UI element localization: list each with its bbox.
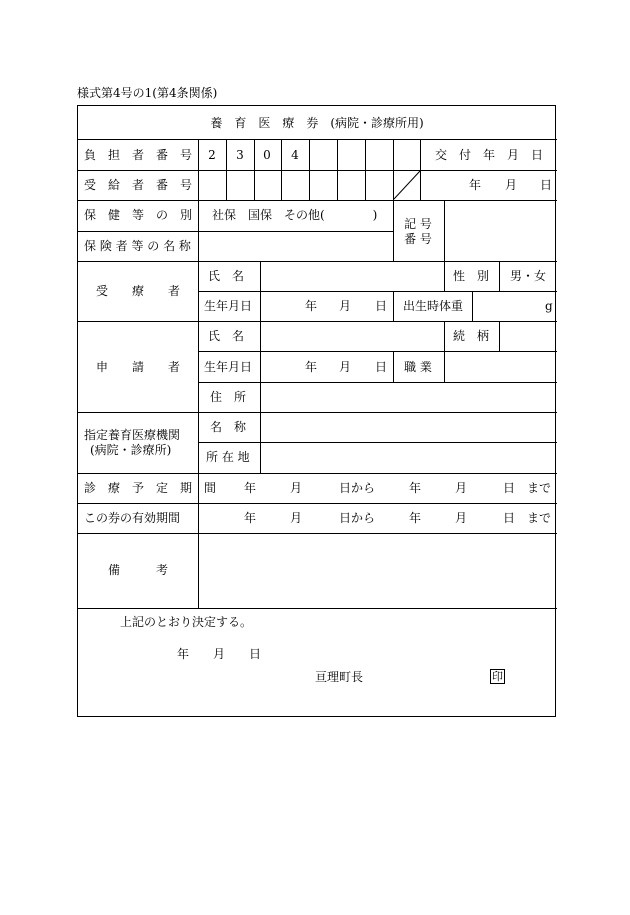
digit-cell-divider [337, 139, 338, 200]
digit-cell-divider [254, 139, 255, 200]
row-divider [198, 351, 557, 352]
period-unit: 年 [408, 511, 422, 525]
date-unit-year: 年 [304, 360, 318, 374]
row-divider [198, 382, 557, 383]
row-divider [78, 170, 557, 171]
insurance-type-value: 社保 国保 その他( ) [212, 208, 378, 222]
row-divider [198, 442, 557, 443]
digit-cell-divider [226, 139, 227, 200]
institution-label: 指定養育医療機関 [84, 428, 181, 442]
period-unit: 年 [408, 481, 422, 495]
column-divider [260, 261, 261, 321]
period-unit: 日 まで [502, 481, 552, 495]
period-unit: 年 [243, 481, 257, 495]
gender-label: 性 別 [452, 269, 490, 283]
column-divider [393, 200, 394, 261]
column-divider [444, 261, 445, 291]
recipient-number-label: 受 給 者 番 号 [84, 178, 193, 192]
issue-date-label: 交 付 年 月 日 [435, 148, 544, 162]
address-label: 住 所 [210, 390, 247, 404]
row-divider [78, 412, 557, 413]
medical-voucher-form [77, 105, 556, 717]
decision-text: 上記のとおり決定する。 [120, 615, 253, 629]
applicant-name-label: 氏 名 [208, 329, 245, 343]
column-divider [472, 291, 473, 321]
mayor-title: 亘理町長 [315, 670, 364, 684]
date-unit-year: 年 [468, 178, 482, 192]
date-unit-year: 年 [304, 299, 318, 313]
row-divider [198, 291, 557, 292]
column-divider [198, 139, 199, 608]
birth-weight-label: 出生時体重 [402, 299, 464, 313]
burden-digit: 2 [208, 148, 216, 162]
date-unit-month: 月 [338, 360, 352, 374]
number-label: 番 号 [404, 232, 432, 246]
burden-digit: 0 [263, 148, 271, 162]
date-unit-day: 日 [539, 178, 553, 192]
period-unit: 月 [454, 511, 468, 525]
form-title: 養 育 医 療 券 (病院・診療所用) [210, 116, 424, 130]
insurer-name-label: 保 険 者 等 の 名 称 [84, 239, 191, 253]
period-unit: 月 [289, 511, 303, 525]
column-divider [444, 351, 445, 382]
row-divider [78, 231, 393, 232]
period-unit: 日から [338, 511, 376, 525]
institution-location-label: 所 在 地 [206, 450, 250, 464]
digit-cell-divider [309, 139, 310, 200]
relation-label: 続 柄 [452, 329, 490, 343]
patient-label: 受 療 者 [95, 284, 181, 298]
row-divider [78, 261, 557, 262]
burden-number-label: 負 担 者 番 号 [84, 148, 193, 162]
symbol-label: 記 号 [404, 217, 432, 231]
date-unit-day: 日 [248, 647, 262, 661]
institution-name-label: 名 称 [210, 420, 247, 434]
patient-name-label: 氏 名 [208, 269, 245, 283]
applicant-label: 申 請 者 [95, 360, 181, 374]
row-divider [78, 608, 557, 609]
insurance-type-label: 保 健 等 の 別 [84, 208, 193, 222]
column-divider [393, 291, 394, 321]
patient-dob-label: 生年月日 [204, 299, 253, 313]
gender-value: 男・女 [509, 269, 547, 283]
row-divider [78, 503, 557, 504]
row-divider [78, 139, 557, 140]
period-unit: 年 [243, 511, 257, 525]
period-unit: 日 まで [502, 511, 552, 525]
date-unit-month: 月 [504, 178, 518, 192]
seal-mark: 印 [492, 670, 503, 683]
remarks-label: 備 考 [107, 563, 169, 577]
institution-sublabel: (病院・診療所) [90, 443, 172, 457]
burden-digit: 4 [291, 148, 299, 162]
slash-mark [393, 170, 421, 200]
digit-cell-divider [281, 139, 282, 200]
period-unit: 月 [454, 481, 468, 495]
digit-cell-divider [365, 139, 366, 200]
column-divider [393, 351, 394, 382]
validity-period-label: この券の有効期間 [84, 511, 181, 525]
row-divider [78, 200, 557, 201]
column-divider [260, 412, 261, 473]
column-divider [499, 261, 500, 291]
date-unit-month: 月 [212, 647, 226, 661]
column-divider [260, 321, 261, 412]
column-divider [499, 321, 500, 351]
birth-weight-unit: g [545, 299, 553, 313]
row-divider [78, 473, 557, 474]
applicant-dob-label: 生年月日 [204, 360, 253, 374]
form-caption: 様式第4号の1(第4条関係) [77, 86, 218, 100]
row-divider [78, 533, 557, 534]
date-unit-month: 月 [338, 299, 352, 313]
occupation-label: 職 業 [404, 360, 432, 374]
burden-digit: 3 [236, 148, 244, 162]
date-unit-year: 年 [176, 647, 190, 661]
column-divider [444, 321, 445, 351]
period-unit: 日から [338, 481, 376, 495]
period-unit: 月 [289, 481, 303, 495]
column-divider [444, 200, 445, 261]
schedule-period-label: 診 療 予 定 期 間 [84, 481, 217, 495]
date-unit-day: 日 [374, 299, 388, 313]
row-divider [78, 321, 557, 322]
date-unit-day: 日 [374, 360, 388, 374]
